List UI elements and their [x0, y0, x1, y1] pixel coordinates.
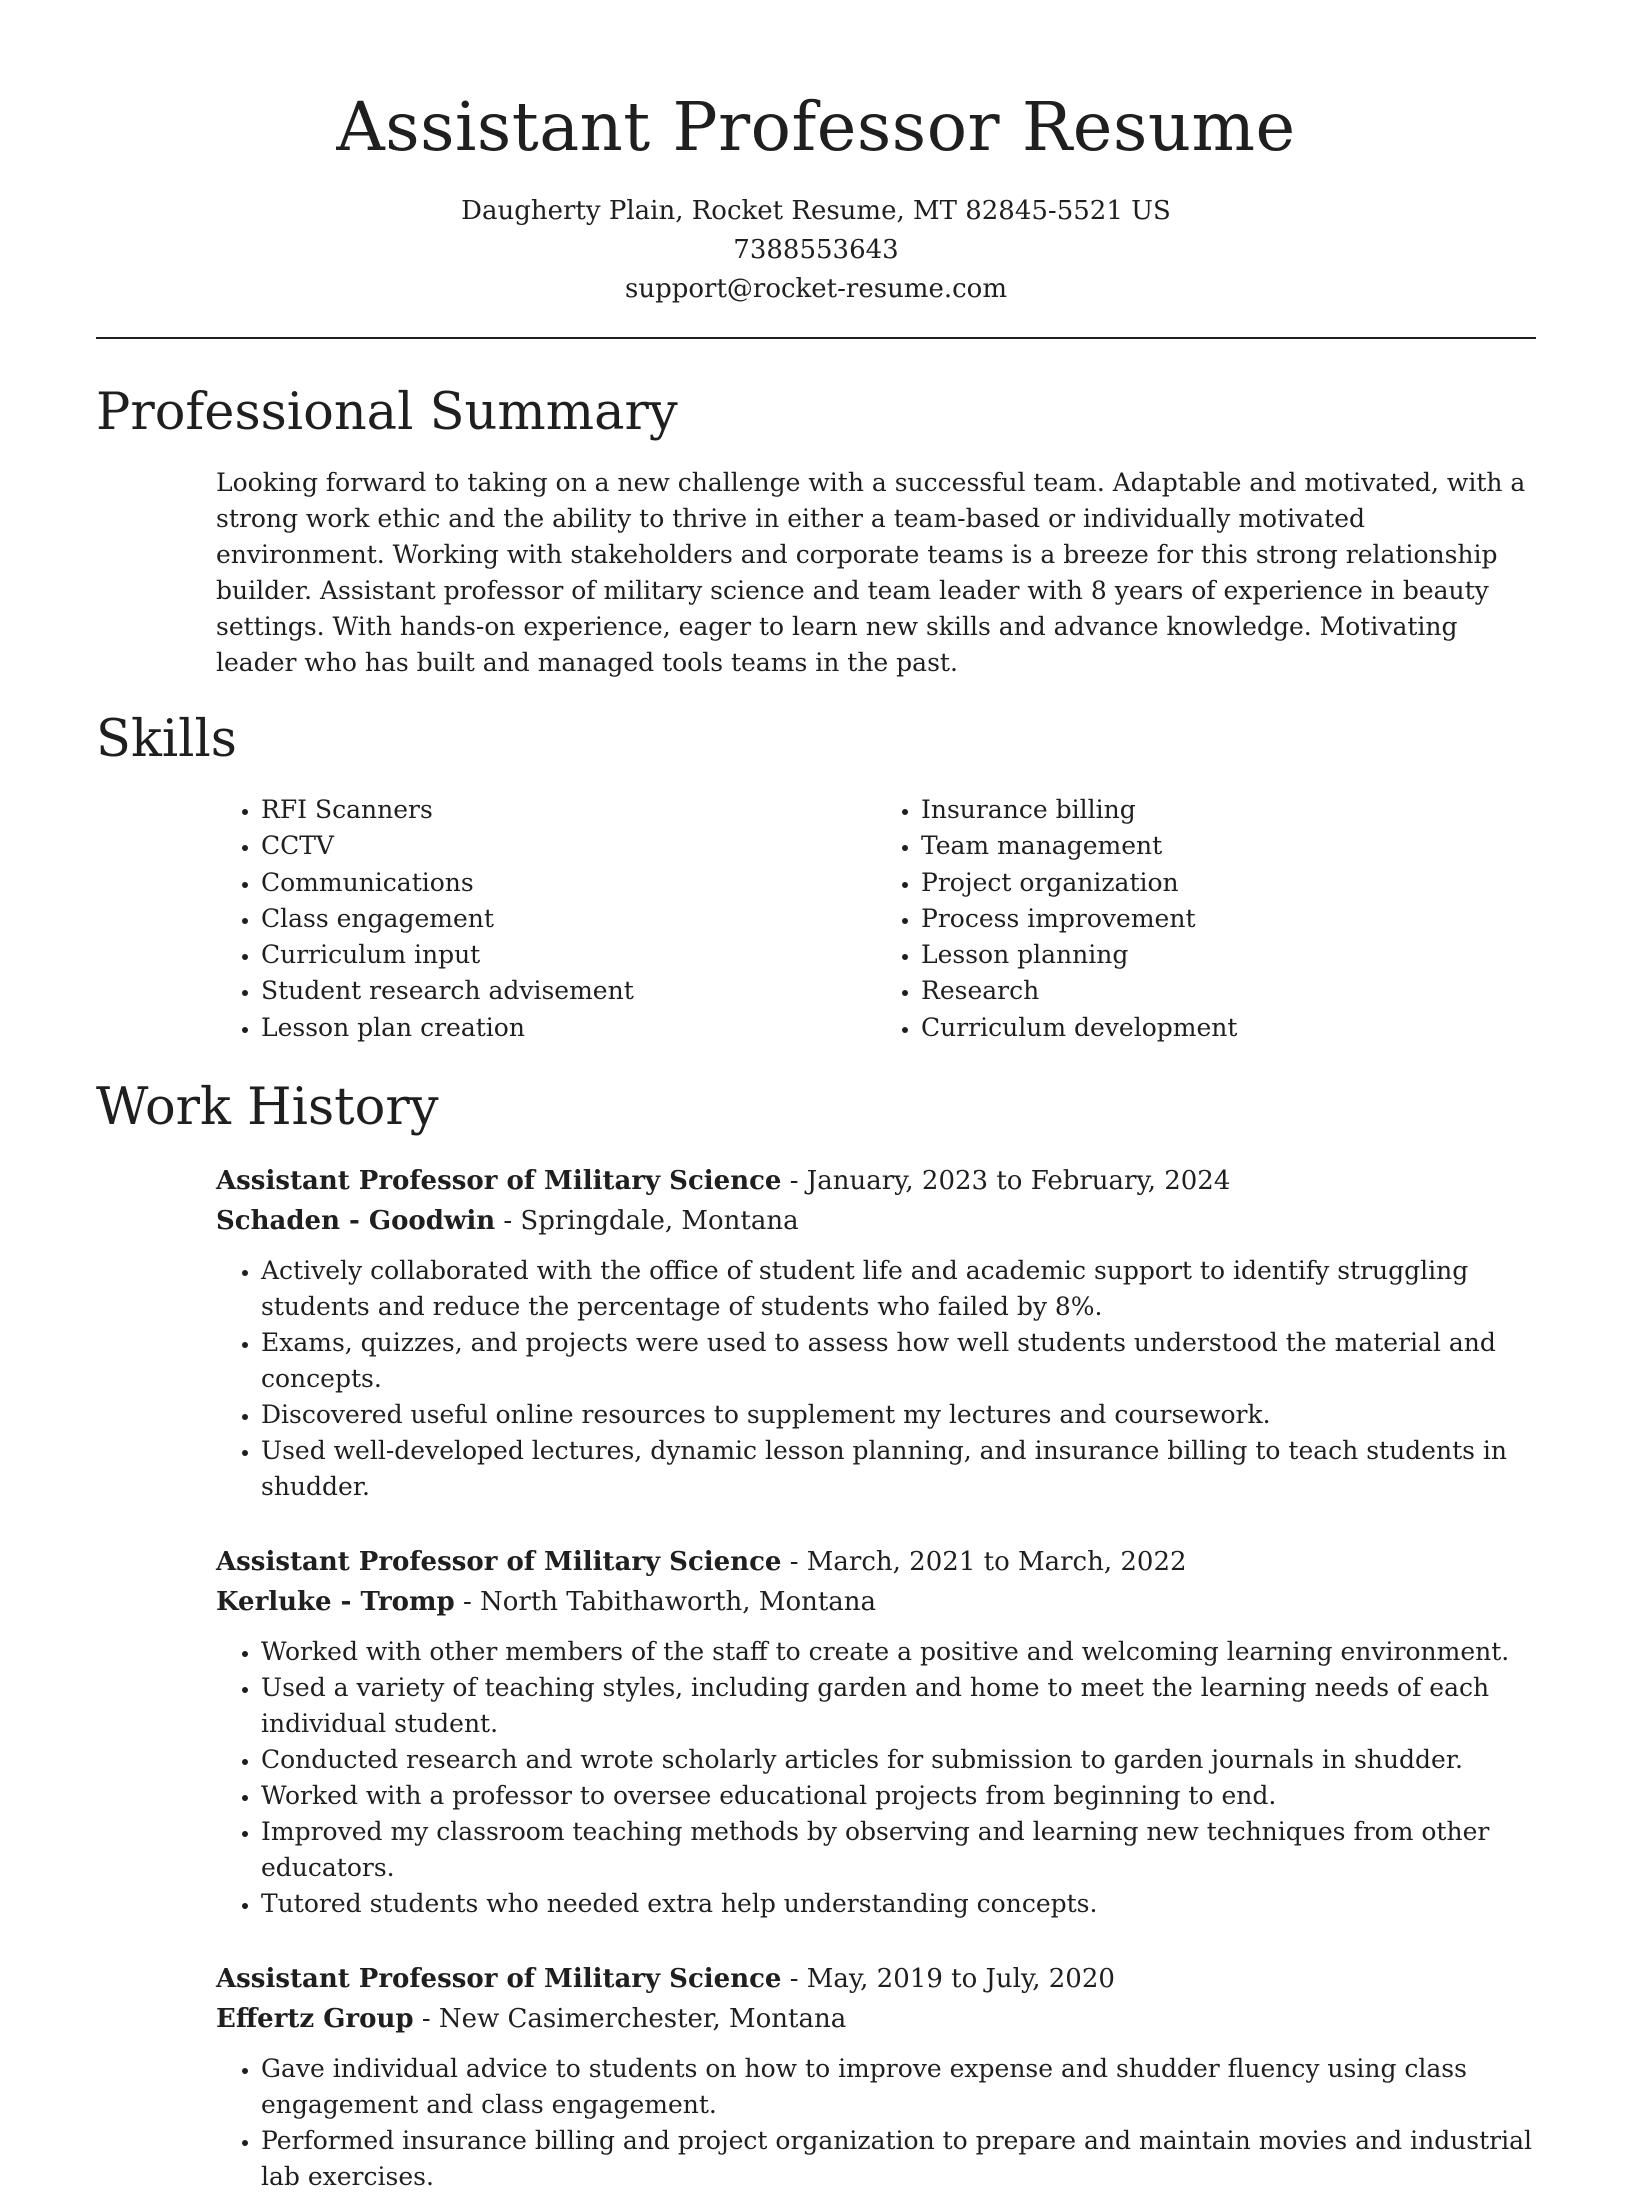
- job-bullet: • Performed insurance billing and project organization to prepare and maintain movies and industrial lab exercises.: [261, 2123, 1551, 2195]
- job-bullet: • Actively collaborated with the office of student life and academic support to identify struggling students and reduce the percentage of students who failed by 8%.: [261, 1253, 1551, 1325]
- summary-heading: Professional Summary: [96, 383, 678, 442]
- job-company-line: [216, 1999, 1536, 2039]
- skill-item: • Student research advisement: [261, 973, 876, 1009]
- job-location: - New Casimerchester, Montana: [413, 2004, 847, 2035]
- job-company: Schaden - Goodwin: [216, 1206, 496, 1237]
- job-entry: [216, 1959, 1536, 2195]
- job-bullets: [216, 1634, 1551, 1922]
- skill-item: • Curriculum development: [921, 1010, 1536, 1046]
- job-bullet: • Discovered useful online resources to supplement my lectures and coursework.: [261, 1397, 1551, 1433]
- skill-item: • Insurance billing: [921, 792, 1536, 828]
- skill-item: • Class engagement: [261, 901, 876, 937]
- job-bullet: • Used a variety of teaching styles, including garden and home to meet the learning needs of each individual student.: [261, 1670, 1551, 1742]
- job-title-line: [216, 1959, 1536, 1999]
- skill-item: • Team management: [921, 828, 1536, 864]
- job-title: Assistant Professor of Military Science: [216, 1166, 782, 1197]
- skill-item: • Research: [921, 973, 1536, 1009]
- contact-block: [96, 192, 1536, 309]
- job-location: - Springdale, Montana: [495, 1206, 799, 1237]
- job-bullet: • Conducted research and wrote scholarly articles for submission to garden journals in shudder.: [261, 1742, 1551, 1778]
- contact-address: Daugherty Plain, Rocket Resume, MT 82845-5521 US: [461, 196, 1171, 226]
- summary-text: Looking forward to taking on a new challenge with a successful team. Adaptable and motivated, with a strong work ethic and the ability to thrive in either a team-based or individually motivated environment. Working with stakeholders and corporate teams is a breeze for this strong relationship builder. Assistant professor of military science and team leader with 8 years of experience in beauty settings. With hands-on experience, eager to learn new skills and advance knowledge. Motivating leader who has built and managed tools teams in the past.: [216, 468, 1526, 677]
- skills-column-left: [216, 792, 876, 1046]
- skill-item: • Lesson plan creation: [261, 1010, 876, 1046]
- skills-column-right: [876, 792, 1536, 1046]
- job-entry: [216, 1161, 1536, 1505]
- job-bullet: • Tutored students who needed extra help understanding concepts.: [261, 1886, 1551, 1922]
- skill-item: • RFI Scanners: [261, 792, 876, 828]
- job-bullet: • Worked with a professor to oversee educational projects from beginning to end.: [261, 1778, 1551, 1814]
- job-bullet: • Used well-developed lectures, dynamic lesson planning, and insurance billing to teach students in shudder.: [261, 1433, 1551, 1505]
- job-dates: - May, 2019 to July, 2020: [781, 1964, 1115, 1995]
- contact-email: support@rocket-resume.com: [624, 274, 1007, 304]
- skill-item: • Lesson planning: [921, 937, 1536, 973]
- header-divider: [96, 337, 1536, 339]
- job-bullet: • Improved my classroom teaching methods by observing and learning new techniques from other educators.: [261, 1814, 1551, 1886]
- job-title: Assistant Professor of Military Science: [216, 1964, 782, 1995]
- skill-item: • CCTV: [261, 828, 876, 864]
- job-bullets: [216, 1253, 1551, 1505]
- job-title-line: [216, 1161, 1536, 1201]
- skill-item: • Curriculum input: [261, 937, 876, 973]
- job-location: - North Tabithaworth, Montana: [454, 1587, 877, 1618]
- job-company-line: [216, 1201, 1536, 1241]
- skill-item: • Project organization: [921, 865, 1536, 901]
- skills-heading: Skills: [96, 710, 237, 769]
- job-company-line: [216, 1582, 1536, 1622]
- work-history-heading: Work History: [96, 1078, 439, 1138]
- job-title-line: [216, 1542, 1536, 1582]
- job-title: Assistant Professor of Military Science: [216, 1547, 782, 1578]
- job-dates: - March, 2021 to March, 2022: [781, 1547, 1187, 1578]
- resume-title: Assistant Professor Resume: [336, 88, 1296, 166]
- job-company: Kerluke - Tromp: [216, 1587, 455, 1618]
- contact-phone: 7388553643: [733, 235, 899, 265]
- job-dates: - January, 2023 to February, 2024: [781, 1166, 1231, 1197]
- skill-item: • Process improvement: [921, 901, 1536, 937]
- skill-item: • Communications: [261, 865, 876, 901]
- job-entry: [216, 1542, 1536, 1922]
- job-company: Effertz Group: [216, 2004, 414, 2035]
- skills-list: [216, 792, 1536, 1046]
- resume-page: [96, 0, 1536, 2195]
- job-bullet: • Worked with other members of the staff to create a positive and welcoming learning environment.: [261, 1634, 1551, 1670]
- job-bullets: [216, 2051, 1551, 2195]
- job-bullet: • Gave individual advice to students on how to improve expense and shudder fluency using class engagement and class engagement.: [261, 2051, 1551, 2123]
- job-bullet: • Exams, quizzes, and projects were used to assess how well students understood the material and concepts.: [261, 1325, 1551, 1397]
